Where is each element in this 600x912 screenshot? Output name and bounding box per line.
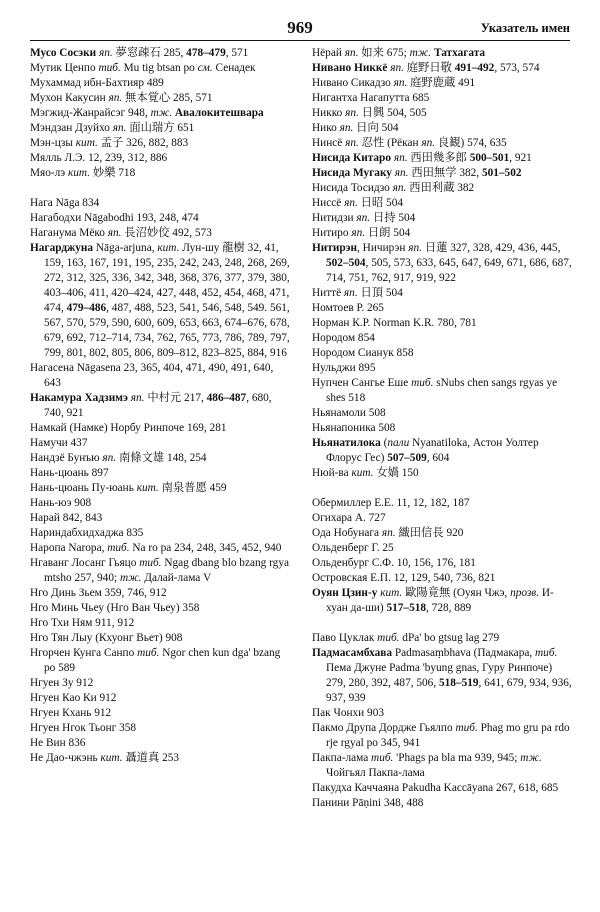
index-entry: Паво Цуклак тиб. dPa' bo gtsug lag 279 <box>312 632 500 644</box>
index-entry: Не Вин 836 <box>30 737 86 749</box>
index-entry: Нагарджуна Nāga-arjuna, кит. Лун-шу 龍樹 32, 41, 159, 163, 167, 191, 195, 235, 242, 243, 248, 268, 269, 272, 312, 325, 336, 342, 348, 368, 376, 377, 379, 380, 403–406, 411, 420–424, 427, 448, 452, 454, 468, 471, 474, 479–486, 487, 488, 523, 541, 546, 548, 549. 561, 567, 570, 579, 590, 600, 609, 653, 663, 674–676, 678, 679, 692, 712–714, 734, 762, 765, 773, 786, 789, 797, 799, 801, 802, 805, 806, 809–812, 823–825, 884, 916 <box>30 242 290 359</box>
index-entry: Нгаванг Лосанг Гьяцо тиб. Ngag dbang blo bzang rgya mtsho 257, 940; тж. Далай-лама V <box>30 557 289 584</box>
index-entry: Ниттё яп. 日頂 504 <box>312 287 403 299</box>
index-entry: Нань-цюань Пу-юань кит. 南泉普愿 459 <box>30 482 227 494</box>
index-entry: Никко яп. 日興 504, 505 <box>312 107 427 119</box>
index-entry: Ода Нобунага яп. 織田信長 920 <box>312 527 464 539</box>
header-rule <box>30 40 570 41</box>
index-column-left <box>30 46 292 766</box>
index-entry: Нюй-ва кит. 女媧 150 <box>312 467 419 479</box>
running-head: Указатель имен <box>480 21 570 35</box>
page-number: 969 <box>287 18 313 37</box>
index-entry: Нигантха Нагапутта 685 <box>312 92 430 104</box>
index-entry: Ниссё яп. 日昭 504 <box>312 197 404 209</box>
index-entry: Нивано Никкё яп. 庭野日敬 491–492, 573, 574 <box>312 62 540 74</box>
index-entry: Нульджи 895 <box>312 362 376 374</box>
index-entry: Ньянапоника 508 <box>312 422 396 434</box>
index-entry: Нгорчен Кунга Санпо тиб. Ngor chen kun dga' bzang po 589 <box>30 647 281 674</box>
index-entry: Нисида Мугаку яп. 西田無学 382, 501–502 <box>312 167 522 179</box>
index-entry: Нородом 854 <box>312 332 375 344</box>
index-entry: Нагабодхи Nāgabodhi 193, 248, 474 <box>30 212 199 224</box>
index-entry: Мэн-цзы кит. 孟子 326, 882, 883 <box>30 137 189 149</box>
index-entry: Нго Тян Лыу (Кхуонг Вьет) 908 <box>30 632 183 644</box>
index-entry: Нго Минь Чьеу (Нго Ван Чьеу) 358 <box>30 602 200 614</box>
index-entry: Нань-юэ 908 <box>30 497 92 509</box>
index-entry: Мэгжид-Жанрайсэг 948, тж. Авалокитешвара <box>30 107 264 119</box>
index-entry: Пак Чонхи 903 <box>312 707 384 719</box>
index-entry: Нупчен Сангье Еше тиб. sNubs chen sangs rgyas ye shes 518 <box>312 377 558 404</box>
index-entry: Нёрай яп. 如来 675; тж. Татхагата <box>312 47 486 59</box>
index-entry: Мухаммад ибн-Бахтияр 489 <box>30 77 164 89</box>
index-entry: Мяо-лэ кит. 妙樂 718 <box>30 167 136 179</box>
index-entry: Нагасена Nāgasena 23, 365, 404, 471, 490, 491, 640, 643 <box>30 362 274 389</box>
index-entry: Нань-цюань 897 <box>30 467 109 479</box>
index-entry: Нандзё Бунъю яп. 南條文雄 148, 254 <box>30 452 207 464</box>
index-entry: Наропа Naropa, тиб. Na ro pa 234, 248, 345, 452, 940 <box>30 542 282 554</box>
index-entry: Нитидзи яп. 日持 504 <box>312 212 416 224</box>
index-entry: Намкай (Намке) Норбу Ринпоче 169, 281 <box>30 422 227 434</box>
index-entry: Нгуен Као Ки 912 <box>30 692 117 704</box>
index-entry: Нгуен Кхань 912 <box>30 707 112 719</box>
index-entry: Обермиллер Е.Е. 11, 12, 182, 187 <box>312 497 470 509</box>
index-entry: Норман К.Р. Norman K.R. 780, 781 <box>312 317 477 329</box>
index-entry: Нитиро яп. 日朗 504 <box>312 227 411 239</box>
index-entry: Мялль Л.Э. 12, 239, 312, 886 <box>30 152 168 164</box>
index-column-right <box>312 46 574 811</box>
index-entry: Накамура Хадзимэ яп. 中村元 217, 486–487, 680, 740, 921 <box>30 392 272 419</box>
index-entry: Нинсё яп. 忍性 (Рёкан яп. 良観) 574, 635 <box>312 137 507 149</box>
index-entry: Мусо Сосэки яп. 夢窓疎石 285, 478–479, 571 <box>30 47 249 59</box>
index-entry: Пакмо Друпа Дордже Гьялпо тиб. Phag mo gru pa rdo rje rgyal po 345, 941 <box>312 722 570 749</box>
index-entry: Падмасамбхава Padmasaṃbhava (Падмакара, тиб. Пема Джуне Padma 'byung gnas, Гуру Ринпоче) 279, 280, 392, 487, 506, 518–519, 641, 679, 934, 936, 937, 939 <box>312 647 572 704</box>
index-entry: Ольденберг Г. 25 <box>312 542 394 554</box>
index-entry: Мэндзан Дзуйхо яп. 面山瑞方 651 <box>30 122 195 134</box>
index-entry: Пакпа-лама тиб. 'Phags pa bla ma 939, 945; тж. Чойгьял Пакпа-лама <box>312 752 542 779</box>
index-entry: Ньянатилока (пали Nyanatiloka, Астон Уолтер Флорус Гес) 507–509, 604 <box>312 437 539 464</box>
index-entry: Нородом Сианук 858 <box>312 347 414 359</box>
index-entry: Нага Nāga 834 <box>30 197 100 209</box>
index-entry: Мухон Какусин яп. 無本覚心 285, 571 <box>30 92 213 104</box>
index-entry: Огихара А. 727 <box>312 512 386 524</box>
index-entry: Мутик Ценпо тиб. Mu tig btsan po см. Сенадек <box>30 62 256 74</box>
index-entry: Нгуен Зу 912 <box>30 677 94 689</box>
index-entry: Нико яп. 日向 504 <box>312 122 399 134</box>
index-entry: Не Дао-чжэнь кит. 聶道真 253 <box>30 752 180 764</box>
index-entry: Ньянамоли 508 <box>312 407 386 419</box>
index-entry: Оуян Цзин-у кит. 歐陽竟無 (Оуян Чжэ, прозв. И-хуан да-ши) 517–518, 728, 889 <box>312 587 554 614</box>
index-entry: Пакудха Каччаяна Pakudha Kaccāyana 267, 618, 685 <box>312 782 559 794</box>
index-entry: Нго Динь Зьем 359, 746, 912 <box>30 587 167 599</box>
index-entry: Островская Е.П. 12, 129, 540, 736, 821 <box>312 572 496 584</box>
index-entry: Нарай 842, 843 <box>30 512 103 524</box>
index-entry: Нисида Тосидзо яп. 西田利蔵 382 <box>312 182 475 194</box>
index-entry: Наганума Мёко яп. 長沼妙佼 492, 573 <box>30 227 212 239</box>
index-entry: Нариндабхидхаджа 835 <box>30 527 144 539</box>
index-entry: Номтоев Р. 265 <box>312 302 384 314</box>
index-entry: Панини Pāṇini 348, 488 <box>312 797 424 809</box>
index-entry: Нгуен Нгок Тьонг 358 <box>30 722 137 734</box>
index-entry: Нивано Сикадзо яп. 庭野鹿蔵 491 <box>312 77 476 89</box>
index-entry: Нитирэн, Ничирэн яп. 日蓮 327, 328, 429, 436, 445, 502–504, 505, 573, 633, 645, 647, 649, 671, 686, 687, 714, 751, 762, 917, 919, 922 <box>312 242 572 284</box>
index-entry: Ольденбург С.Ф. 10, 156, 176, 181 <box>312 557 476 569</box>
index-entry: Нго Тхи Ням 911, 912 <box>30 617 135 629</box>
index-entry: Намучи 437 <box>30 437 88 449</box>
index-entry: Нисида Китаро яп. 西田幾多郎 500–501, 921 <box>312 152 532 164</box>
